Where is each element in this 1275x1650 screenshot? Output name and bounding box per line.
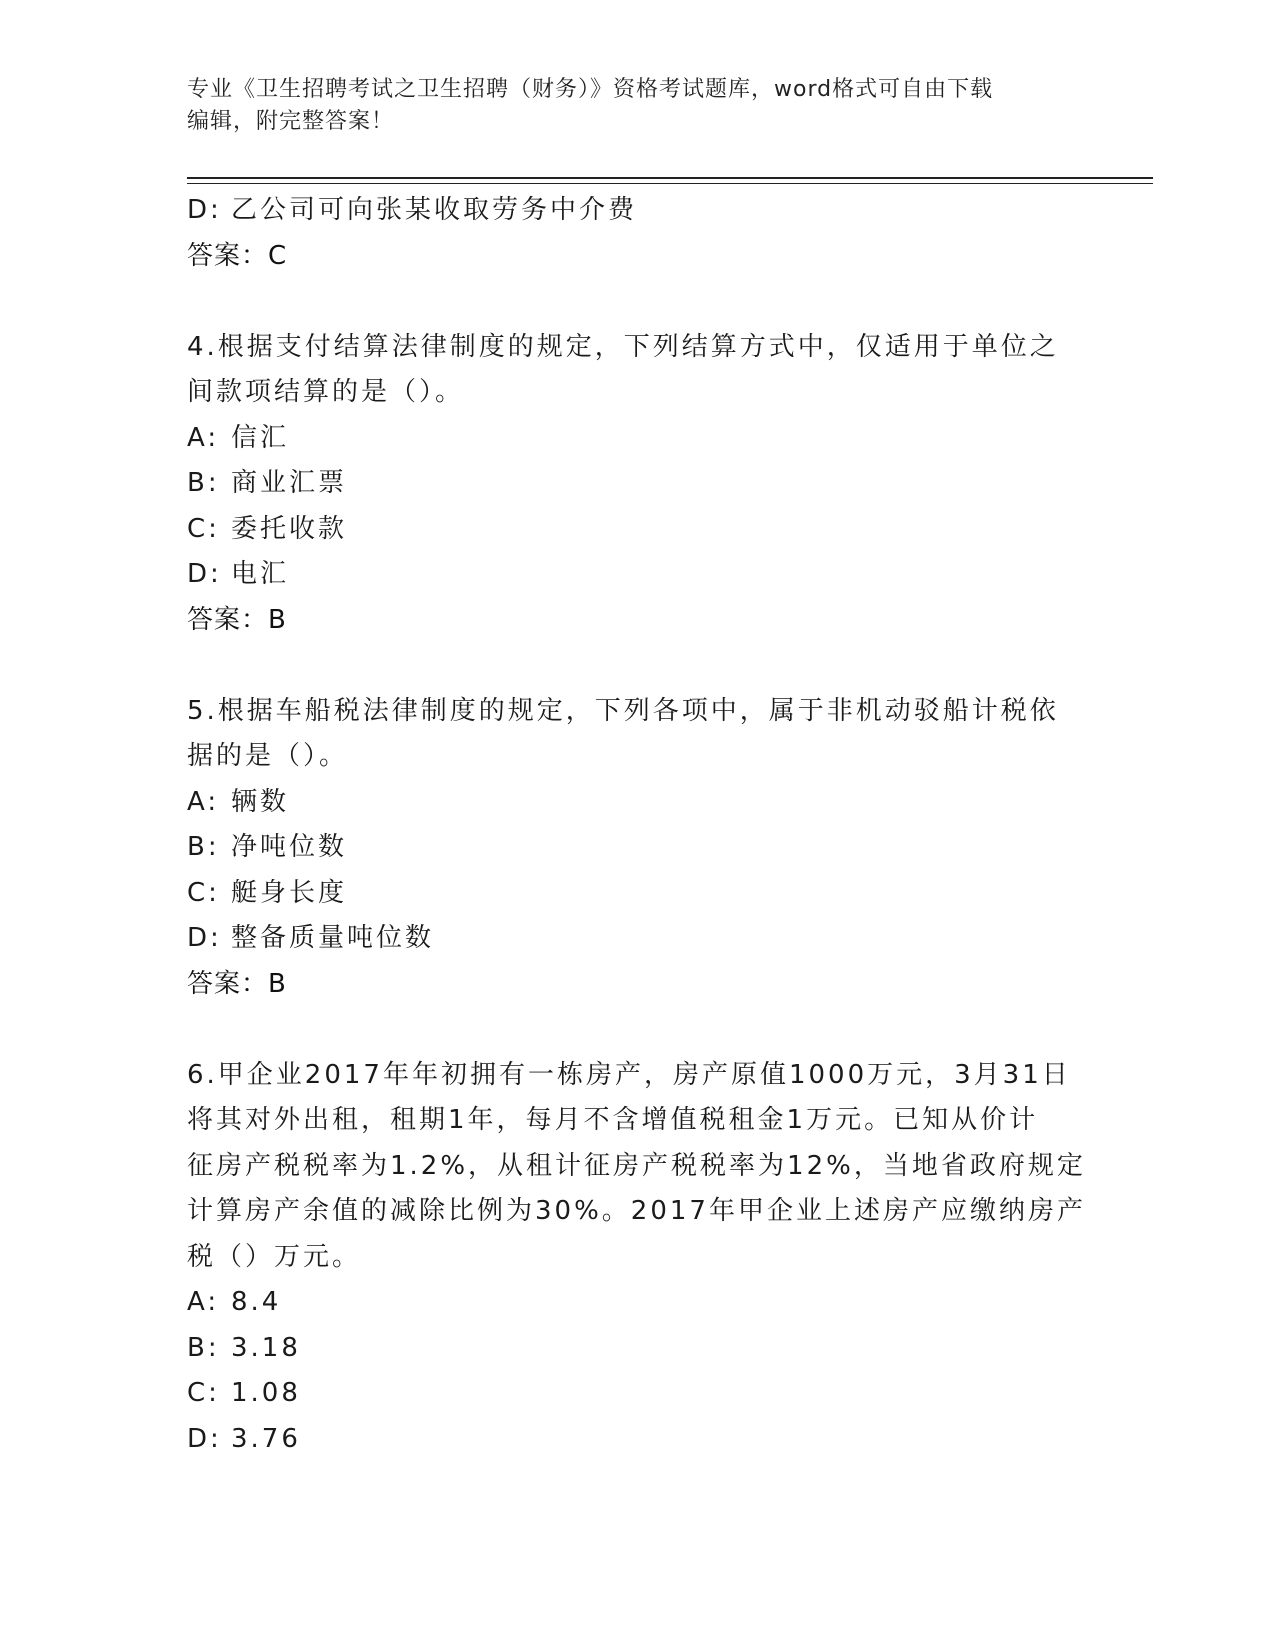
option-text: 净吨位数 [231,832,348,862]
q4-option-a [187,416,1067,462]
prev-option-d [187,188,1067,234]
q5-stem-line-2: 据的是（）。 [187,741,349,771]
spacer [187,279,1067,325]
header-divider-thin [187,183,1153,184]
q4-stem-line-2: 间款项结算的是（）。 [187,377,465,407]
option-key: B: [187,1332,220,1363]
q6-option-d [187,1417,1067,1463]
q5-answer: 答案：B [187,968,287,999]
spacer [187,1007,1067,1053]
option-key: D: [187,923,222,953]
q4-answer: 答案：B [187,604,287,635]
q4-option-b [187,461,1067,507]
option-key: A: [187,786,220,817]
q6-stem-line-2: 将其对外出租，租期1年，每月不含增值税租金1万元。已知从价计 [187,1105,1039,1135]
q6-option-c [187,1371,1067,1417]
q5-option-d [187,916,1067,962]
option-key: A: [187,1287,220,1317]
q6-stem-line-5: 税（）万元。 [187,1241,362,1272]
option-text: 电汇 [231,559,290,589]
header-divider-thick [187,177,1153,179]
option-key: B: [187,832,220,862]
option-key: C: [187,513,220,544]
q6-option-a [187,1280,1067,1326]
option-key: D: [187,559,222,589]
option-text: 3.18 [231,1332,301,1363]
option-text: 乙公司可向张某收取劳务中介费 [231,195,638,225]
q6-stem-line-4: 计算房产余值的减除比例为30%。2017年甲企业上述房产应缴纳房产 [187,1196,1086,1226]
q5-option-a [187,780,1067,826]
prev-answer: 答案：C [187,240,288,271]
header-line-1: 专业《卫生招聘考试之卫生招聘（财务）》资格考试题库，word格式可自由下载 [187,77,994,102]
q4-option-d [187,552,1067,598]
option-text: 艇身长度 [231,877,348,908]
option-key: A: [187,422,220,453]
header-line-2: 编辑，附完整答案！ [187,109,395,134]
spacer [187,643,1067,689]
q4-stem-line-1: 4.根据支付结算法律制度的规定，下列结算方式中，仅适用于单位之 [187,331,1059,362]
option-text: 整备质量吨位数 [231,923,435,953]
question-content [187,188,1086,1462]
q5-option-b [187,825,1067,871]
option-key: C: [187,1378,220,1408]
option-text: 商业汇票 [231,468,348,498]
q6-stem-line-1: 6.甲企业2017年年初拥有一栋房产，房产原值1000万元，3月31日 [187,1059,1071,1090]
option-text: 8.4 [231,1287,282,1317]
q4-option-c [187,507,1067,553]
option-text: 3.76 [231,1423,301,1454]
option-key: D: [187,195,222,225]
option-text: 委托收款 [231,513,348,544]
q6-stem-line-3: 征房产税税率为1.2%，从租计征房产税税率为12%，当地省政府规定 [187,1150,1086,1181]
q6-option-b [187,1326,1067,1372]
option-key: D: [187,1423,222,1454]
q5-stem-line-1: 5.根据车船税法律制度的规定，下列各项中，属于非机动驳船计税依 [187,695,1059,726]
option-text: 信汇 [231,422,290,453]
option-text: 辆数 [231,786,290,817]
option-key: B: [187,468,220,498]
option-text: 1.08 [231,1378,301,1408]
page-header [187,74,1067,138]
option-key: C: [187,877,220,908]
q5-option-c [187,871,1067,917]
